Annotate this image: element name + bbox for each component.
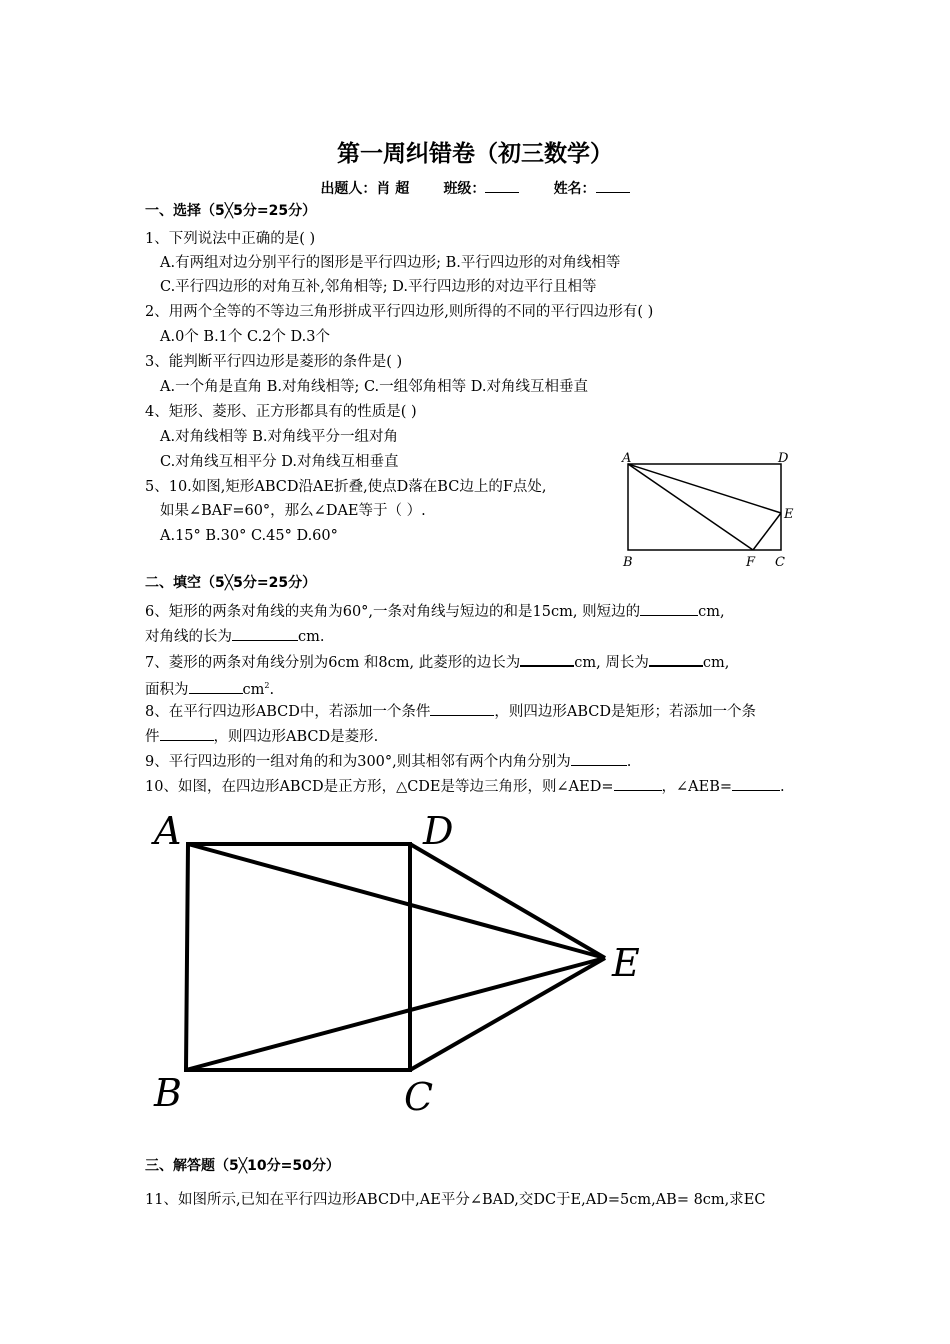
figure-square-triangle xyxy=(140,800,660,1130)
fold-line-ae xyxy=(628,464,781,513)
q6-line2 xyxy=(145,626,324,647)
q2-options: A.0个 B.1个 C.2个 D.3个 xyxy=(160,329,330,345)
label-a: A xyxy=(622,451,632,466)
label-b: B xyxy=(623,555,633,570)
square-abcd xyxy=(186,844,410,1070)
q6-text-c: 对角线的长为 xyxy=(145,629,232,645)
q8-text-d: ，则四边形ABCD是菱形. xyxy=(213,729,379,745)
q6-blank-short-side xyxy=(640,601,698,616)
q10-blank-aed xyxy=(614,776,662,791)
q7-blank-perimeter xyxy=(649,651,703,667)
segment-de xyxy=(410,844,605,958)
q9-text-a: 9、平行四边形的一组对角的和为300°,则其相邻有两个内角分别为 xyxy=(145,754,571,770)
label-e: E xyxy=(784,507,794,522)
q11-stem: 11、如图所示,已知在平行四边形ABCD中,AE平分∠BAD,交DC于E,AD=5cm,AB= 8cm,求EC xyxy=(145,1192,766,1208)
label-e: E xyxy=(612,941,640,985)
q8-text-a: 8、在平行四边形ABCD中，若添加一个条件 xyxy=(145,704,431,720)
q1-stem: 1、下列说法中正确的是( ) xyxy=(145,231,316,247)
q10-text-a: 10、如图，在四边形ABCD是正方形，△CDE是等边三角形，则∠AED= xyxy=(145,779,614,795)
q7-text-a: 7、菱形的两条对角线分别为6cm 和8cm, 此菱形的边长为 xyxy=(145,655,521,671)
q7-line1 xyxy=(145,651,729,673)
q7-line2 xyxy=(145,676,274,700)
figure-rectangle-fold xyxy=(610,445,810,575)
q5-stem-line2: 如果∠BAF=60°，那么∠DAE等于（ ）. xyxy=(160,503,426,519)
segment-ce xyxy=(410,958,605,1070)
q10-blank-aeb xyxy=(732,776,780,791)
q7-text-b: cm, 周长为 xyxy=(574,655,649,671)
section3-heading: 三、解答题（5╳10分=50分） xyxy=(145,1158,340,1174)
q6-text-b: cm, xyxy=(698,604,725,620)
label-c: C xyxy=(775,555,785,570)
q10 xyxy=(145,776,785,797)
q9-text-b: . xyxy=(626,754,632,770)
q3-options: A.一个角是直角 B.对角线相等; C.一组邻角相等 D.对角线互相垂直 xyxy=(160,379,588,395)
segment-fe xyxy=(753,513,781,550)
name-label: 姓名： xyxy=(553,181,596,197)
q7-superscript: 2 xyxy=(264,681,270,690)
q2-stem: 2、用两个全等的不等边三角形拼成平行四边形,则所得的不同的平行四边形有( ) xyxy=(145,304,654,320)
segment-af xyxy=(628,464,753,550)
q5-options: A.15° B.30° C.45° D.60° xyxy=(160,528,338,544)
q6-text-a: 6、矩形的两条对角线的夹角为60°,一条对角线与短边的和是15cm, 则短边的 xyxy=(145,604,641,620)
exam-info xyxy=(0,178,950,198)
section1-heading: 一、选择（5╳5分=25分） xyxy=(145,203,317,219)
q9-blank-angles xyxy=(571,751,627,766)
q3-stem: 3、能判断平行四边形是菱形的条件是( ) xyxy=(145,354,403,370)
segment-be xyxy=(186,958,605,1070)
q4-options-line2: C.对角线互相平分 D.对角线互相垂直 xyxy=(160,454,399,470)
q9 xyxy=(145,751,631,772)
q1-options-line1: A.有两组对边分别平行的图形是平行四边形; B.平行四边形的对角线相等 xyxy=(160,255,621,271)
q8-text-b: ，则四边形ABCD是矩形；若添加一个条 xyxy=(494,704,756,720)
q8-line2 xyxy=(145,726,378,747)
q7-text-d: 面积为 xyxy=(145,681,189,698)
q6-line1 xyxy=(145,601,725,622)
q8-blank-rectangle xyxy=(430,701,494,716)
class-blank xyxy=(485,178,519,193)
author-label: 出题人：肖 超 xyxy=(320,181,410,197)
q7-text-e: cm xyxy=(242,681,265,698)
label-d: D xyxy=(778,451,789,466)
q7-text-f: . xyxy=(269,681,275,698)
q10-text-c: . xyxy=(780,779,785,795)
q6-blank-diagonal xyxy=(232,626,298,641)
q8-blank-rhombus xyxy=(160,726,214,741)
rectangle-abcd xyxy=(628,464,781,550)
label-a: A xyxy=(154,809,182,853)
label-f: F xyxy=(746,555,756,570)
q8-text-c: 件 xyxy=(145,729,160,745)
section2-heading: 二、填空（5╳5分=25分） xyxy=(145,575,317,591)
segment-ae xyxy=(188,844,605,958)
page-title: 第一周纠错卷（初三数学） xyxy=(337,141,613,167)
q7-blank-area xyxy=(189,679,243,694)
q4-options-line1: A.对角线相等 B.对角线平分一组对角 xyxy=(160,429,398,445)
label-b: B xyxy=(154,1071,182,1115)
q6-text-d: cm. xyxy=(298,629,325,645)
q8-line1 xyxy=(145,701,756,722)
label-c: C xyxy=(404,1075,434,1119)
q10-text-b: ，∠AEB= xyxy=(661,779,733,795)
q7-text-c: cm, xyxy=(702,655,730,671)
q7-blank-side xyxy=(520,651,574,667)
label-d: D xyxy=(423,809,454,853)
name-blank xyxy=(596,178,630,193)
q4-stem: 4、矩形、菱形、正方形都具有的性质是( ) xyxy=(145,404,417,420)
q1-options-line2: C.平行四边形的对角互补,邻角相等; D.平行四边形的对边平行且相等 xyxy=(160,279,597,295)
q5-stem: 5、10.如图,矩形ABCD沿AE折叠,使点D落在BC边上的F点处, xyxy=(145,479,547,495)
class-label: 班级： xyxy=(443,181,486,197)
